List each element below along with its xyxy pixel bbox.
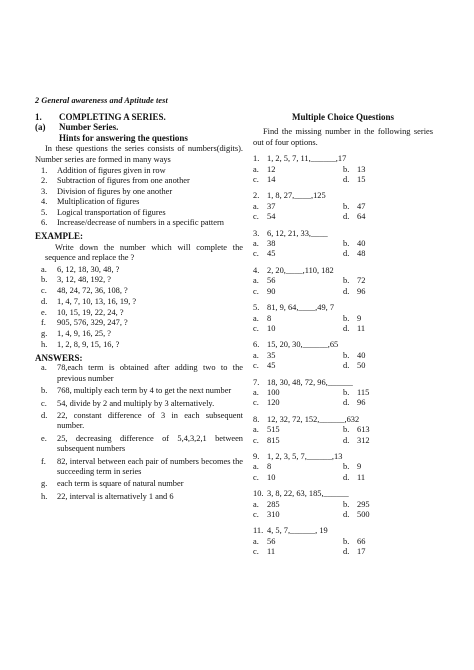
option-value: 54	[267, 212, 276, 222]
option-letter: d.	[343, 286, 350, 296]
option-b	[343, 537, 433, 547]
option-letter: a.	[253, 387, 259, 397]
option-d	[343, 249, 433, 259]
option-a	[253, 314, 343, 324]
option-value: 310	[267, 510, 280, 519]
option-b	[343, 462, 433, 472]
option-c	[253, 175, 343, 185]
option-c	[253, 547, 343, 557]
subsection-title: Number Series.	[59, 122, 119, 133]
question-item	[253, 489, 433, 520]
answer-item-marker: e.	[41, 433, 47, 443]
example-item-marker: f.	[41, 318, 46, 328]
question-stem	[253, 526, 433, 536]
hint-item	[35, 208, 243, 218]
option-b	[343, 202, 433, 212]
question-number: 3.	[253, 228, 260, 238]
option-c	[253, 212, 343, 222]
question-stem	[253, 303, 433, 313]
option-d	[343, 473, 433, 483]
answer-item-text: 22, interval is alternatively 1 and 6	[57, 491, 174, 501]
option-a	[253, 351, 343, 361]
option-c	[253, 473, 343, 483]
option-letter: a.	[253, 350, 259, 360]
answer-item-text: 25, decreasing difference of 5,4,3,2,1 between subsequent numbers	[57, 433, 243, 454]
option-value: 100	[267, 387, 280, 397]
option-letter: b.	[343, 276, 350, 286]
option-value: 66	[357, 536, 366, 546]
answer-item	[35, 386, 243, 396]
question-options	[253, 500, 433, 521]
option-value: 285	[267, 499, 280, 509]
hint-item-text: Increase/decrease of numbers in a specific pattern	[57, 218, 224, 228]
option-letter: c.	[253, 361, 259, 371]
hints-list	[35, 166, 243, 228]
question-options	[253, 388, 433, 409]
option-value: 115	[357, 387, 370, 397]
question-text: 3, 8, 22, 63, 185,______	[267, 489, 349, 499]
answer-item-marker: g.	[41, 479, 48, 489]
option-letter: d.	[343, 212, 350, 222]
option-a	[253, 500, 343, 510]
option-value: 38	[267, 239, 276, 249]
option-value: 40	[357, 239, 366, 249]
example-item	[35, 275, 243, 285]
option-letter: d.	[343, 472, 350, 482]
option-value: 15	[357, 175, 366, 185]
option-value: 11	[357, 472, 366, 482]
answer-item-marker: c.	[41, 398, 47, 408]
option-a	[253, 165, 343, 175]
hint-item	[35, 176, 243, 186]
question-stem	[253, 378, 433, 388]
option-value: 8	[267, 313, 272, 323]
answer-item-marker: d.	[41, 411, 48, 421]
question-item	[253, 526, 433, 557]
question-stem	[253, 266, 433, 276]
option-value: 72	[357, 276, 366, 286]
question-options	[253, 537, 433, 558]
option-value: 96	[357, 398, 366, 408]
option-letter: c.	[253, 547, 259, 557]
hint-item	[35, 187, 243, 197]
option-b	[343, 165, 433, 175]
example-item	[35, 318, 243, 328]
option-a	[253, 388, 343, 398]
question-item	[253, 452, 433, 483]
question-options	[253, 351, 433, 372]
question-options	[253, 462, 433, 483]
question-stem	[253, 415, 433, 425]
examples-list	[35, 265, 243, 350]
option-letter: d.	[343, 249, 350, 259]
question-text: 2, 20,____,110, 182	[267, 265, 334, 275]
option-value: 500	[357, 510, 370, 519]
option-letter: d.	[343, 547, 350, 557]
hint-item-marker: 3.	[41, 186, 48, 196]
option-letter: a.	[253, 239, 259, 249]
option-c	[253, 510, 343, 520]
option-d	[343, 212, 433, 222]
option-value: 56	[267, 536, 276, 546]
answer-item	[35, 434, 243, 455]
question-number: 9.	[253, 451, 260, 461]
option-c	[253, 287, 343, 297]
example-heading: EXAMPLE:	[35, 231, 83, 242]
question-number: 1.	[253, 154, 260, 164]
option-letter: b.	[343, 239, 350, 249]
intro-paragraph: In these questions the series consists of numbers(digits). Number series are formed in many ways	[35, 144, 243, 164]
mcq-intro: Find the missing number in the following series out of four options.	[253, 127, 433, 147]
option-value: 10	[267, 472, 276, 482]
option-letter: a.	[253, 276, 259, 286]
option-letter: a.	[253, 499, 259, 509]
example-item-marker: g.	[41, 328, 48, 338]
option-letter: a.	[253, 164, 259, 174]
question-item	[253, 266, 433, 297]
example-item-marker: e.	[41, 307, 47, 317]
option-letter: c.	[253, 212, 259, 222]
option-value: 17	[357, 547, 366, 557]
question-item	[253, 303, 433, 334]
option-value: 96	[357, 286, 366, 296]
option-value: 50	[357, 361, 366, 371]
option-c	[253, 436, 343, 446]
answer-item	[35, 492, 243, 502]
option-value: 45	[267, 361, 276, 371]
question-number: 8.	[253, 414, 260, 424]
answers-heading: ANSWERS:	[35, 353, 83, 364]
question-text: 6, 12, 21, 33,____	[267, 228, 328, 238]
answer-item	[35, 479, 243, 489]
answer-item-marker: f.	[41, 456, 46, 466]
example-item	[35, 308, 243, 318]
option-value: 120	[267, 398, 280, 408]
option-letter: b.	[343, 387, 350, 397]
example-intro: Write down the number which will complete the sequence and replace the ?	[45, 242, 243, 263]
hint-item-text: Addition of figures given in row	[57, 166, 166, 176]
option-value: 8	[267, 462, 272, 472]
option-letter: c.	[253, 510, 259, 519]
option-letter: a.	[253, 536, 259, 546]
example-item-marker: a.	[41, 264, 47, 274]
question-options	[253, 276, 433, 297]
example-item	[35, 297, 243, 307]
questions-list	[253, 154, 433, 557]
question-number: 4.	[253, 265, 260, 275]
option-c	[253, 249, 343, 259]
answer-item-text: each term is square of natural number	[57, 479, 184, 489]
answer-item-text: 54, divide by 2 and multiply by 3 alternatively.	[57, 398, 215, 408]
question-text: 12, 32, 72, 152,______,632	[267, 414, 360, 424]
answers-list	[35, 363, 243, 502]
answer-item-text: 78,each term is obtained after adding two to the previous number	[57, 363, 243, 383]
answer-item	[35, 363, 243, 384]
option-letter: c.	[253, 286, 259, 296]
option-value: 56	[267, 276, 276, 286]
option-letter: a.	[253, 462, 259, 472]
hint-item-marker: 5.	[41, 207, 48, 217]
question-stem	[253, 452, 433, 462]
option-a	[253, 239, 343, 249]
option-value: 815	[267, 435, 280, 445]
answer-item-marker: b.	[41, 386, 48, 396]
option-letter: a.	[253, 425, 259, 435]
option-letter: b.	[343, 425, 350, 435]
option-letter: b.	[343, 313, 350, 323]
example-item-marker: h.	[41, 339, 48, 349]
option-letter: c.	[253, 323, 259, 333]
hint-item	[35, 166, 243, 176]
option-value: 37	[267, 201, 276, 211]
option-letter: c.	[253, 398, 259, 408]
option-value: 35	[267, 350, 276, 360]
option-letter: b.	[343, 201, 350, 211]
hint-item	[35, 218, 243, 228]
option-d	[343, 436, 433, 446]
example-item	[35, 286, 243, 296]
option-letter: d.	[343, 175, 350, 185]
question-stem	[253, 340, 433, 350]
option-letter: b.	[343, 536, 350, 546]
example-item-text: 48, 24, 72, 36, 108, ?	[57, 286, 128, 296]
hint-item-text: Subtraction of figures from one another	[57, 176, 190, 186]
answer-item	[35, 457, 243, 478]
question-item	[253, 415, 433, 446]
mcq-heading: Multiple Choice Questions	[291, 112, 394, 122]
section-heading	[35, 112, 243, 122]
question-number: 5.	[253, 303, 260, 313]
option-b	[343, 351, 433, 361]
example-item-text: 905, 576, 329, 247, ?	[57, 318, 128, 328]
option-value: 515	[267, 425, 280, 435]
option-b	[343, 500, 433, 510]
option-b	[343, 239, 433, 249]
question-text: 15, 20, 30,______,65	[267, 340, 339, 350]
option-value: 295	[357, 499, 370, 509]
option-value: 312	[357, 435, 370, 445]
question-item	[253, 154, 433, 185]
option-c	[253, 398, 343, 408]
option-a	[253, 537, 343, 547]
question-stem	[253, 229, 433, 239]
option-letter: b.	[343, 164, 350, 174]
option-value: 48	[357, 249, 366, 259]
option-letter: d.	[343, 323, 350, 333]
option-letter: d.	[343, 435, 350, 445]
example-item-marker: b.	[41, 275, 48, 285]
option-a	[253, 462, 343, 472]
question-number: 2.	[253, 191, 260, 201]
option-value: 9	[357, 313, 362, 323]
subsection-heading	[35, 122, 243, 132]
question-item	[253, 229, 433, 260]
question-item	[253, 191, 433, 222]
example-item-text: 3, 12, 48, 192, ?	[57, 275, 111, 285]
right-column	[253, 112, 433, 564]
example-item-text: 10, 15, 19, 22, 24, ?	[57, 307, 124, 317]
option-d	[343, 175, 433, 185]
running-header: 2 General awareness and Aptitude test	[35, 96, 168, 105]
question-text: 1, 2, 5, 7, 11,______,17	[267, 154, 347, 164]
option-b	[343, 425, 433, 435]
option-b	[343, 388, 433, 398]
answer-item	[35, 399, 243, 409]
option-value: 613	[357, 425, 370, 435]
option-d	[343, 324, 433, 334]
option-letter: c.	[253, 249, 259, 259]
question-stem	[253, 191, 433, 201]
option-d	[343, 510, 433, 520]
option-c	[253, 324, 343, 334]
option-letter: c.	[253, 472, 259, 482]
question-text: 1, 8, 27,____,125	[267, 191, 326, 201]
question-number: 11.	[253, 526, 264, 536]
hint-item-text: Logical transportation of figures	[57, 207, 166, 217]
hint-item-text: Multiplication of figures	[57, 197, 140, 207]
question-item	[253, 378, 433, 409]
option-value: 12	[267, 164, 276, 174]
answer-item-marker: h.	[41, 491, 48, 501]
question-text: 4, 5, 7,______, 19	[267, 526, 328, 536]
answer-item-text: 768, multiply each term by 4 to get the next number	[57, 386, 232, 396]
question-stem	[253, 154, 433, 164]
option-letter: a.	[253, 201, 259, 211]
answer-item-marker: a.	[41, 363, 47, 373]
question-item	[253, 340, 433, 371]
option-a	[253, 276, 343, 286]
example-item-text: 1, 4, 9, 16, 25, ?	[57, 328, 111, 338]
question-options	[253, 202, 433, 223]
example-item-text: 1, 2, 8, 9, 15, 16, ?	[57, 339, 120, 349]
option-d	[343, 287, 433, 297]
option-value: 64	[357, 212, 366, 222]
option-letter: d.	[343, 510, 350, 519]
option-letter: c.	[253, 435, 259, 445]
example-item-text: 1, 4, 7, 10, 13, 16, 19, ?	[57, 296, 137, 306]
answer-item	[35, 411, 243, 432]
question-number: 10.	[253, 489, 264, 499]
option-d	[343, 361, 433, 371]
question-number: 7.	[253, 377, 260, 387]
hint-item-marker: 2.	[41, 176, 48, 186]
option-letter: b.	[343, 499, 350, 509]
option-value: 14	[267, 175, 276, 185]
option-a	[253, 202, 343, 212]
hint-item-marker: 4.	[41, 197, 48, 207]
option-value: 11	[357, 323, 366, 333]
left-column	[35, 112, 243, 504]
option-a	[253, 425, 343, 435]
option-value: 40	[357, 350, 366, 360]
option-d	[343, 398, 433, 408]
subsection-number: (a)	[35, 122, 46, 133]
hint-item	[35, 197, 243, 207]
question-options	[253, 314, 433, 335]
question-options	[253, 239, 433, 260]
question-text: 18, 30, 48, 72, 96,______	[267, 377, 353, 387]
question-options	[253, 165, 433, 186]
option-d	[343, 547, 433, 557]
hint-item-text: Division of figures by one another	[57, 186, 173, 196]
option-value: 10	[267, 323, 276, 333]
example-item	[35, 340, 243, 350]
example-item-text: 6, 12, 18, 30, 48, ?	[57, 264, 120, 274]
option-letter: a.	[253, 313, 259, 323]
hints-heading: Hints for answering the questions	[59, 132, 188, 143]
section-title: COMPLETING A SERIES.	[59, 112, 166, 122]
example-item-marker: d.	[41, 296, 48, 306]
option-value: 11	[267, 547, 276, 557]
question-number: 6.	[253, 340, 260, 350]
option-value: 90	[267, 286, 276, 296]
option-letter: d.	[343, 398, 350, 408]
option-b	[343, 314, 433, 324]
hint-item-marker: 6.	[41, 218, 48, 228]
hint-item-marker: 1.	[41, 166, 48, 176]
option-value: 45	[267, 249, 276, 259]
section-number: 1.	[35, 112, 42, 122]
option-letter: b.	[343, 462, 350, 472]
answer-item-text: 22, constant difference of 3 in each subsequent number.	[57, 411, 243, 431]
option-value: 13	[357, 164, 366, 174]
question-options	[253, 425, 433, 446]
example-item	[35, 265, 243, 275]
example-item-marker: c.	[41, 286, 47, 296]
question-stem	[253, 489, 433, 499]
option-c	[253, 361, 343, 371]
question-text: 1, 2, 3, 5, 7,______,13	[267, 451, 343, 461]
question-text: 81, 9, 64,____,49, 7	[267, 303, 334, 313]
option-value: 47	[357, 201, 366, 211]
example-item	[35, 329, 243, 339]
option-value: 9	[357, 462, 362, 472]
option-letter: c.	[253, 175, 259, 185]
option-b	[343, 276, 433, 286]
answer-item-text: 82, interval between each pair of numbers becomes the succeeding term in series	[57, 456, 243, 477]
option-letter: d.	[343, 361, 350, 371]
option-letter: b.	[343, 350, 350, 360]
